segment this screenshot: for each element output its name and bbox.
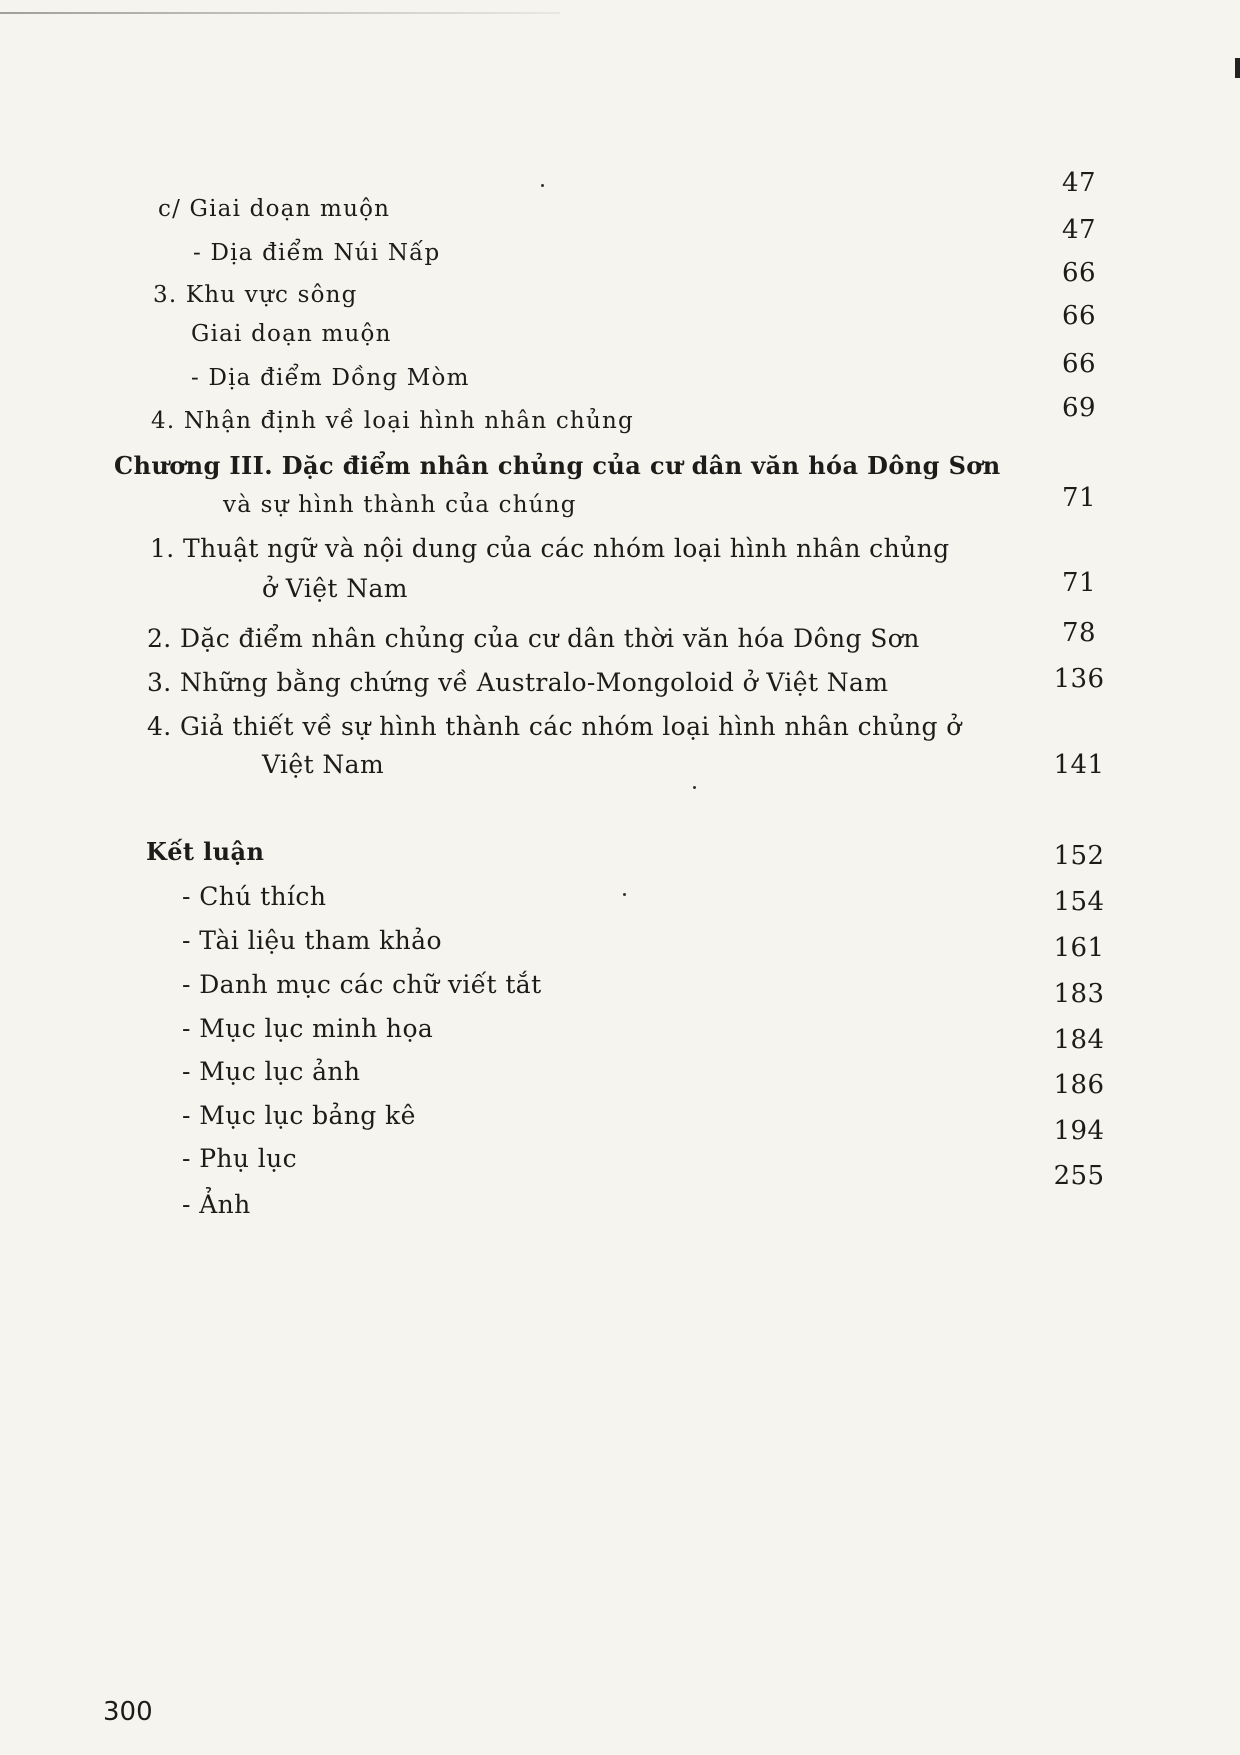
toc-entry: - Tài liệu tham khảo (182, 926, 442, 955)
toc-entry: 4. Giả thiết về sự hình thành các nhóm loại hình nhân chủng ở (147, 712, 962, 741)
page-number-folio: 300 (103, 1697, 153, 1727)
toc-page-number: 161 (1053, 933, 1105, 963)
toc-entry: 2. Dặc điểm nhân chủng của cư dân thời văn hóa Dông Sơn (147, 624, 920, 653)
toc-page-number: 66 (1062, 258, 1096, 288)
toc-page-number: 71 (1062, 483, 1096, 513)
toc-entry: Giai doạn muộn (191, 321, 392, 347)
scan-speck (541, 184, 544, 187)
toc-entry: - Danh mục các chữ viết tắt (182, 970, 542, 999)
toc-entry: - Ảnh (182, 1190, 251, 1219)
toc-page-number: 47 (1062, 215, 1096, 245)
toc-page-number: 154 (1053, 887, 1105, 917)
toc-entry: - Mục lục minh họa (182, 1014, 434, 1043)
toc-entry: - Chú thích (182, 882, 327, 911)
toc-entry: Việt Nam (262, 750, 385, 779)
scan-speck (693, 786, 696, 789)
toc-page-number: 71 (1062, 568, 1096, 598)
toc-page-number: 194 (1053, 1116, 1105, 1146)
toc-entry: - Dịa điểm Núi Nấp (193, 240, 441, 266)
toc-page-number: 152 (1053, 841, 1105, 871)
toc-page-number: 183 (1053, 979, 1105, 1009)
toc-page-number: 78 (1062, 618, 1096, 648)
toc-page-number: 66 (1062, 301, 1096, 331)
toc-entry: - Mục lục bảng kê (182, 1101, 416, 1130)
toc-entry: Chương III. Dặc điểm nhân chủng của cư dân văn hóa Dông Sơn (114, 451, 1001, 480)
toc-entry: 4. Nhận định về loại hình nhân chủng (151, 408, 634, 434)
toc-entry: Kết luận (146, 837, 265, 866)
scan-edge-rule (0, 12, 560, 14)
toc-page-number: 255 (1053, 1161, 1105, 1191)
toc-entry: 1. Thuật ngữ và nội dung của các nhóm loại hình nhân chủng (150, 534, 950, 563)
toc-page-number: 141 (1053, 750, 1105, 780)
toc-entry: c/ Giai doạn muộn (158, 196, 391, 222)
toc-entry: ở Việt Nam (262, 574, 408, 603)
toc-page-number: 184 (1053, 1025, 1105, 1055)
toc-page-number: 69 (1062, 393, 1096, 423)
scan-edge-mark (1235, 58, 1240, 78)
toc-entry: 3. Khu vực sông (153, 282, 358, 308)
toc-entry: và sự hình thành của chúng (223, 492, 577, 518)
scan-speck (623, 893, 626, 896)
toc-entry: - Mục lục ảnh (182, 1057, 361, 1086)
toc-entry: - Phụ lục (182, 1144, 298, 1173)
toc-entry: - Dịa điểm Dồng Mòm (191, 365, 470, 391)
toc-entry: 3. Những bằng chứng về Australo-Mongoloid ở Việt Nam (147, 668, 889, 697)
toc-page-number: 66 (1062, 349, 1096, 379)
toc-page-number: 186 (1053, 1070, 1105, 1100)
toc-page-number: 136 (1053, 664, 1105, 694)
toc-page-number: 47 (1062, 168, 1096, 198)
